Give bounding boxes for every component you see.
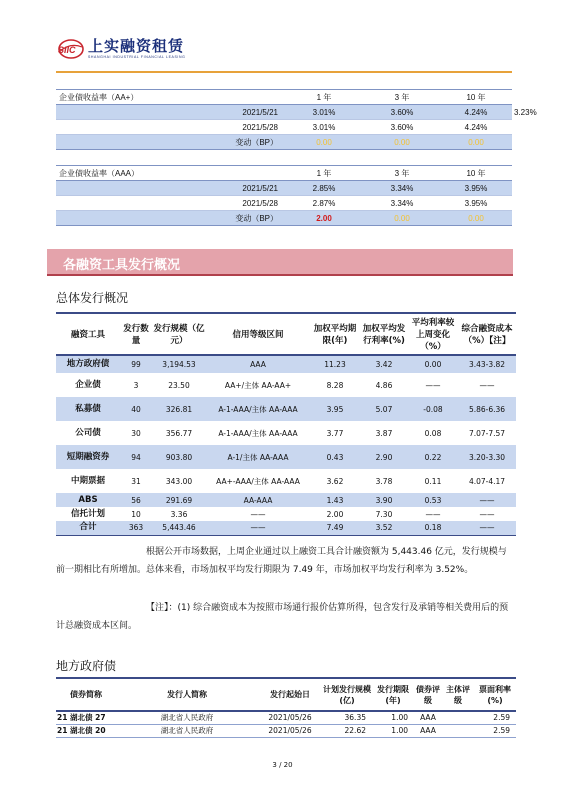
page-number: 3 / 20 bbox=[272, 761, 293, 769]
table-row: 2021/5/28 2.87% 3.34% 3.95% bbox=[56, 196, 512, 211]
aaa-yield-table bbox=[56, 165, 512, 226]
col-header-3y: 3 年 bbox=[364, 166, 440, 181]
table-row: 地方政府债 99 3,194.53 AAA 11.23 3.42 0.00 3.43-3.82 bbox=[56, 355, 516, 373]
table-header-row bbox=[56, 90, 512, 105]
company-logo bbox=[56, 38, 185, 60]
table-row: 私募债 40 326.81 A-1-AAA/主体 AA-AAA 3.95 5.07 -0.08 5.86-6.36 bbox=[56, 397, 516, 421]
change-row: 变动（BP） 0.00 0.00 0.00 bbox=[56, 135, 512, 150]
overall-issuance-heading: 总体发行概况 bbox=[56, 291, 129, 305]
col-header-1y: 1 年 bbox=[284, 90, 364, 105]
table-row: 中期票据 31 343.00 AA+-AAA/主体 AA-AAA 3.62 3.78 0.11 4.07-4.17 bbox=[70, 475, 506, 486]
table-header-row: 债券简称 发行人简称 发行起始日 计划发行规模(亿) 发行期限(年) 债券评级 主体评级 票面利率(%) bbox=[56, 679, 516, 711]
siic-logo-icon bbox=[56, 38, 84, 60]
change-row: 变动（BP） 2.00 0.00 0.00 bbox=[56, 211, 512, 226]
stray-value: 3.23% bbox=[514, 108, 537, 117]
table-header-row: 融资工具 发行数量 发行规模（亿元） 信用等级区间 加权平均期限(年) 加权平均发行利率(%) 平均利率较上周变化（%） 综合融资成本（%）【注】 bbox=[56, 315, 516, 355]
col-header-10y: 10 年 bbox=[440, 90, 512, 105]
table-header-row bbox=[56, 166, 512, 181]
section-banner bbox=[47, 249, 513, 276]
local-gov-bonds-heading: 地方政府债 bbox=[56, 659, 117, 673]
table-row: 21 湖北债 20 湖北省人民政府 2021/05/26 22.62 1.00 AAA 2.59 bbox=[56, 724, 516, 737]
table-row: 2021/5/28 3.01% 3.60% 4.24% bbox=[56, 120, 512, 135]
aa-plus-yield-table bbox=[56, 89, 512, 150]
col-header-10y: 10 年 bbox=[440, 166, 512, 181]
table-row: 企业债 3 23.50 AA+/主体 AA-AA+ 8.28 4.86 —— —— bbox=[75, 379, 495, 390]
col-header-1y: 1 年 bbox=[284, 166, 364, 181]
table-row: 2021/5/21 2.85% 3.34% 3.95% bbox=[56, 181, 512, 196]
table-row: 信托计划 10 3.36 —— 2.00 7.30 —— —— bbox=[70, 508, 495, 519]
local-gov-bond-table bbox=[56, 679, 516, 738]
table-row: 2021/5/21 3.01% 3.60% 4.24% bbox=[56, 105, 512, 120]
table-row: 公司债 30 356.77 A-1-AAA/主体 AA-AAA 3.77 3.87 0.08 7.07-7.57 bbox=[75, 427, 506, 438]
table-title: 企业债收益率（AAA） bbox=[56, 166, 134, 181]
company-name-cn: 上实融资租赁 bbox=[88, 37, 185, 55]
section-title: 各融资工具发行概况 bbox=[63, 258, 181, 273]
total-row: 合计 363 5,443.46 —— 7.49 3.52 0.18 —— bbox=[56, 521, 516, 535]
table-top-rule bbox=[56, 312, 516, 314]
issuance-table bbox=[56, 315, 516, 536]
svg-text:SIIC: SIIC bbox=[58, 45, 76, 55]
table-row: ABS 56 291.69 AA-AAA 1.43 3.90 0.53 —— bbox=[56, 493, 516, 507]
table-title: 企业债收益率（AA+） bbox=[56, 90, 134, 105]
table-row: 短期融资券 94 903.80 A-1/主体 AA-AAA 0.43 2.90 0.22 3.20-3.30 bbox=[56, 445, 516, 469]
col-header-3y: 3 年 bbox=[364, 90, 440, 105]
header-divider bbox=[56, 71, 512, 73]
summary-paragraph: 根据公开市场数据，上周企业通过以上融资工具合计融资额为 5,443.46 亿元，发行规模与前一期相比有所增加。总体来看，市场加权平均发行期限为 7.49 年，市场加权平均发行利率为 3.52%。 bbox=[56, 547, 507, 575]
company-name-en: SHANGHAI INDUSTRIAL FINANCIAL LEASING bbox=[88, 55, 186, 59]
table-row: 21 湖北债 27 湖北省人民政府 2021/05/26 36.35 1.00 AAA 2.59 bbox=[56, 711, 516, 724]
note-paragraph: 【注】：(1) 综合融资成本为按照市场通行报价估算所得，包含发行及承销等相关费用后的预计总融资成本区间。 bbox=[56, 603, 509, 631]
